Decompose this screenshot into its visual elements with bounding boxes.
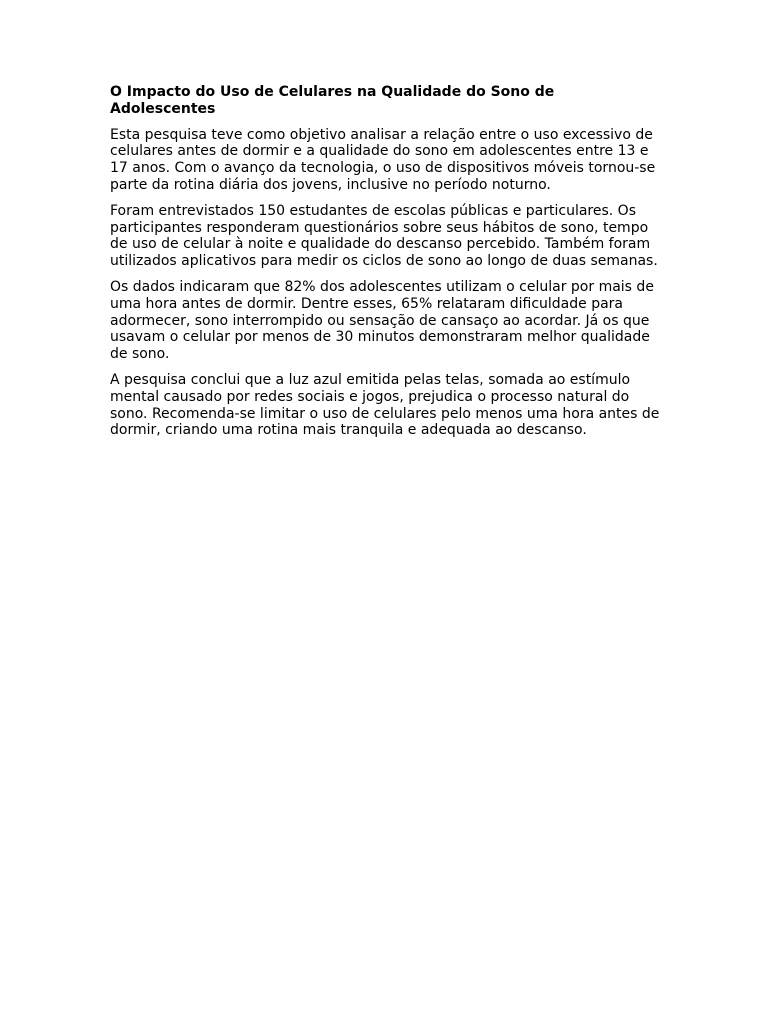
paragraph-results: Os dados indicaram que 82% dos adolescentes utilizam o celular por mais de uma hora antes de dormir. Dentre esses, 65% relataram dificuldade para adormecer, sono interrompido ou sensação de cansaço ao acordar. Já os que usavam o celular por menos de 30 minutos demonstraram melhor qualidade de sono. [110, 278, 654, 363]
paragraph-method: Foram entrevistados 150 estudantes de escolas públicas e particulares. Os participantes responderam questionários sobre seus hábitos de sono, tempo de uso de celular à noite e qualidade do descanso percebido. Também foram utilizados aplicativos para medir os ciclos de sono ao longo de duas semanas. [110, 202, 658, 270]
paragraph-objective: Esta pesquisa teve como objetivo analisar a relação entre o uso excessivo de celulares antes de dormir e a qualidade do sono em adolescentes entre 13 e 17 anos. Com o avanço da tecnologia, o uso de dispositivos móveis tornou-se parte da rotina diária dos jovens, inclusive no período noturno. [110, 126, 656, 193]
paragraph-conclusion: A pesquisa conclui que a luz azul emitida pelas telas, somada ao estímulo mental causado por redes sociais e jogos, prejudica o processo natural do sono. Recomenda-se limitar o uso de celulares pelo menos uma hora antes de dormir, criando uma rotina mais tranquila e adequada ao descanso. [110, 371, 660, 439]
document-title: O Impacto do Uso de Celulares na Qualidade do Sono de Adolescentes [110, 84, 555, 117]
document-page [110, 84, 660, 448]
